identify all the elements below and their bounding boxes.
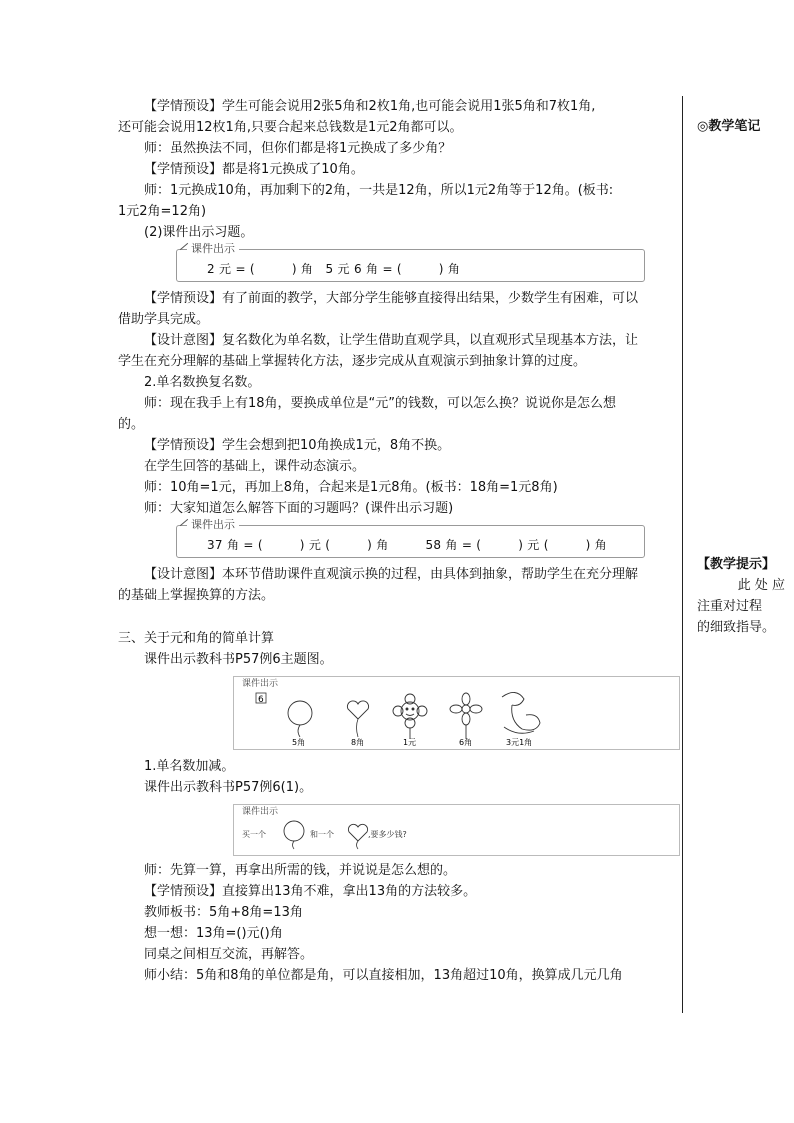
paragraph: 【设计意图】本环节借助课件直观演示换的过程，由具体到抽象，帮助学生在充分理解 <box>144 567 639 582</box>
paragraph: 想一想：13角=()元()角 <box>144 926 283 941</box>
exercise-text: 37 角 = ( ) 元 ( ) 角 58 角 = ( ) 元 ( ) 角 <box>207 538 607 552</box>
price-label: 6角 <box>459 738 473 747</box>
heart-balloon-icon <box>347 701 368 719</box>
paragraph: 教师板书：5角+8角=13角 <box>144 905 303 920</box>
paragraph: 2.单名数换复名数。 <box>144 375 261 390</box>
paragraph: 师：现在我手上有18角，要换成单位是“元”的钱数，可以怎么换？说说你是怎么想 <box>144 396 617 411</box>
paragraph: 还可能会说用12枚1角,只要合起来总钱数是1元2角都可以。 <box>118 120 463 135</box>
question-text: ,要多少钱? <box>368 830 407 839</box>
price-label: 1元 <box>403 738 417 747</box>
toy-shovel-icon <box>502 692 540 733</box>
paragraph: 的基础上掌握换算的方法。 <box>118 588 275 603</box>
paragraph: 1元2角=12角) <box>118 204 207 219</box>
paragraph: 师小结：5角和8角的单位都是角，可以直接相加，13角超过10角，换算成几元几角 <box>144 968 623 983</box>
teaching-tip-line: 注重对过程 <box>697 599 763 614</box>
round-balloon-icon <box>288 701 312 725</box>
paragraph: (2)课件出示习题。 <box>144 225 254 240</box>
paragraph: 借助学具完成。 <box>118 312 210 327</box>
example-6-illustration <box>234 677 679 749</box>
example-6-figure <box>233 676 680 750</box>
price-label: 3元1角 <box>506 738 533 747</box>
section-title: 三、关于元和角的简单计算 <box>118 631 275 646</box>
round-balloon-icon <box>284 821 304 841</box>
price-label: 8角 <box>351 738 365 747</box>
paragraph: 【学情预设】有了前面的教学，大部分学生能够直接得出结果，少数学生有困难，可以 <box>144 291 639 306</box>
margin-divider <box>682 96 683 1013</box>
question-text: 买一个 <box>242 830 266 839</box>
paragraph: 课件出示教科书P57例6主题图。 <box>144 652 333 667</box>
courseware-label: 课件出示 <box>187 240 239 256</box>
main-content <box>118 96 678 986</box>
paragraph: 同桌之间相互交流，再解答。 <box>144 947 314 962</box>
teaching-tip <box>697 554 789 638</box>
courseware-box-2 <box>176 518 645 558</box>
example-6-1-figure <box>233 804 680 856</box>
courseware-label: 课件出示 <box>187 516 239 532</box>
courseware-label: 课件出示 <box>242 807 279 817</box>
teaching-tip-title: 【教学提示】 <box>697 557 776 572</box>
price-label: 5角 <box>292 738 306 747</box>
courseware-box-1 <box>176 242 645 282</box>
teaching-tip-line: 的细致指导。 <box>697 620 776 635</box>
paragraph: 【学情预设】都是将1元换成了10角。 <box>144 162 364 177</box>
paragraph: 师：先算一算，再拿出所需的钱，并说说是怎么想的。 <box>144 863 457 878</box>
paragraph: 学生在充分理解的基础上掌握转化方法，逐步完成从直观演示到抽象计算的过度。 <box>118 354 587 369</box>
example-number: 6 <box>258 695 264 705</box>
paragraph: 【学情预设】直接算出13角不难，拿出13角的方法较多。 <box>144 884 477 899</box>
example-6-1-illustration <box>234 805 679 855</box>
paragraph: 师：1元换成10角，再加剩下的2角，一共是12角，所以1元2角等于12角。(板书: <box>144 183 614 198</box>
paragraph: 课件出示教科书P57例6(1)。 <box>144 780 313 795</box>
teaching-notes-title: ◎教学笔记 <box>697 119 761 134</box>
paragraph: 师：10角=1元，再加上8角，合起来是1元8角。(板书：18角=1元8角) <box>144 480 558 495</box>
paragraph: 【学情预设】学生可能会说用2张5角和2枚1角,也可能会说用1张5角和7枚1角, <box>144 99 596 114</box>
teaching-tip-line: 此 处 应 <box>737 578 785 593</box>
courseware-label: 课件出示 <box>242 679 279 689</box>
paragraph: 在学生回答的基础上，课件动态演示。 <box>144 459 366 474</box>
paragraph: 师：虽然换法不同，但你们都是将1元换成了多少角？ <box>144 141 452 156</box>
paragraph: 师：大家知道怎么解答下面的习题吗？(课件出示习题) <box>144 501 454 516</box>
smiling-flower-icon <box>393 694 427 739</box>
question-text: 和一个 <box>310 830 334 839</box>
paragraph: 【学情预设】学生会想到把10角换成1元，8角不换。 <box>144 438 451 453</box>
flower-icon <box>450 693 482 739</box>
paragraph: 的。 <box>118 417 145 432</box>
paragraph: 1.单名数加减。 <box>144 759 235 774</box>
exercise-text: 2 元 = ( ) 角 5 元 6 角 = ( ) 角 <box>207 262 461 276</box>
paragraph: 【设计意图】复名数化为单名数，让学生借助直观学具，以直观形式呈现基本方法，让 <box>144 333 639 348</box>
heart-balloon-icon <box>348 824 367 841</box>
